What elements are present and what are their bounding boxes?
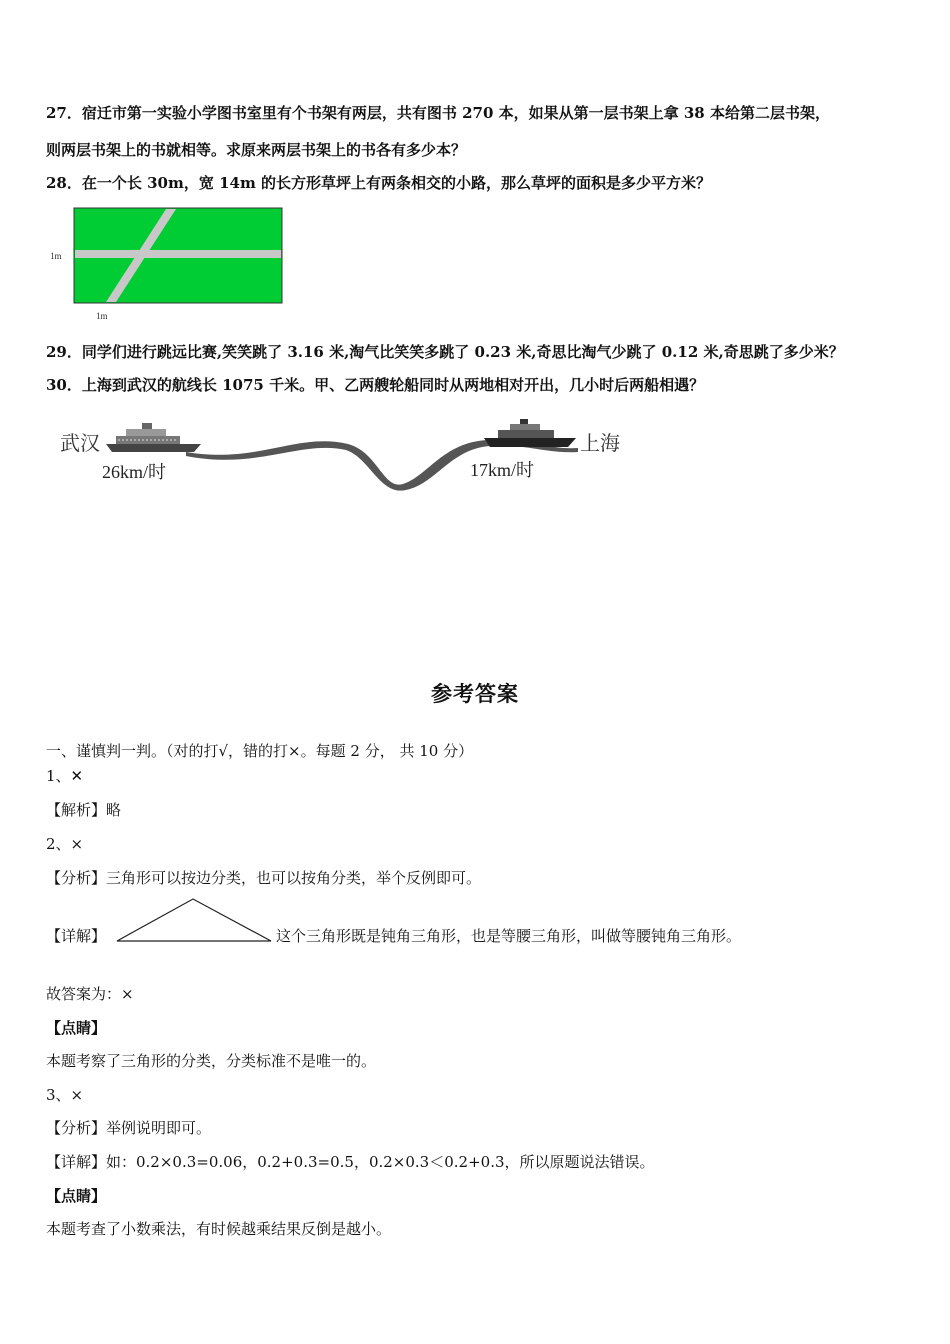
lawn-diagram	[46, 205, 296, 329]
horizontal-path	[75, 250, 281, 258]
question-27-line1: 27．宿迁市第一实验小学图书室里有个书架有两层，共有图书 270 本，如果从第一层书架上拿 38 本给第二层书架，	[46, 104, 830, 122]
answers-section-1-heading: 一、谨慎判一判。（对的打√，错的打×。每题 2 分， 共 10 分）	[46, 742, 474, 760]
answer-3-analysis: 【分析】举例说明即可。	[46, 1119, 212, 1137]
answer-2-detail-label: 【详解】	[46, 927, 107, 945]
answer-1-analysis: 【解析】略	[46, 801, 122, 819]
question-28: 28．在一个长 30m，宽 14m 的长方形草坪上有两条相交的小路，那么草坪的面积是多少平方米？	[46, 174, 712, 192]
answer-2-comment-label: 【点睛】	[46, 1019, 107, 1037]
obtuse-triangle-svg	[115, 897, 277, 945]
question-27-line2: 则两层书架上的书就相等。求原来两层书架上的书各有多少本？	[46, 141, 467, 159]
answer-2-analysis: 【分析】三角形可以按边分类，也可以按角分类，举个反例即可。	[46, 869, 482, 887]
answer-3-comment: 本题考查了小数乘法，有时候越乘结果反倒是越小。	[46, 1220, 392, 1238]
question-30: 30．上海到武汉的航线长 1075 千米。甲、乙两艘轮船同时从两地相对开出，几小时后两船相遇？	[46, 376, 705, 394]
answer-3-comment-label: 【点睛】	[46, 1187, 107, 1205]
ship-route-svg	[58, 412, 638, 497]
answer-3-detail: 【详解】如：0.2×0.3=0.06，0.2+0.3=0.5，0.2×0.3＜0.2+0.3，所以原题说法错误。	[46, 1153, 655, 1171]
question-29: 29．同学们进行跳远比赛,笑笑跳了 3.16 米,淘气比笑笑多跳了 0.23 米,奇思比淘气少跳了 0.12 米,奇思跳了多少米？	[46, 343, 844, 361]
ship-right-icon	[484, 419, 576, 447]
lawn-diagram-svg	[46, 205, 296, 325]
obtuse-triangle-diagram	[115, 897, 277, 949]
answer-2-comment: 本题考察了三角形的分类，分类标准不是唯一的。	[46, 1052, 377, 1070]
right-speed-label: 17km/时	[470, 460, 535, 480]
wuhan-label: 武汉	[60, 433, 100, 455]
answers-title: 参考答案	[431, 682, 519, 706]
answer-1-number: 1、✕	[46, 767, 84, 785]
answer-2-number: 2、×	[46, 835, 84, 853]
path-width-label-bottom: 1m	[96, 311, 108, 321]
shanghai-label: 上海	[580, 433, 620, 455]
left-speed-label: 26km/时	[102, 462, 167, 482]
obtuse-triangle-shape	[117, 899, 271, 941]
ship-left-icon	[106, 423, 201, 452]
answer-2-detail-text: 这个三角形既是钝角三角形，也是等腰三角形，叫做等腰钝角三角形。	[276, 927, 742, 945]
ship-route-diagram	[58, 412, 638, 501]
answer-2-conclusion: 故答案为：×	[46, 985, 134, 1003]
answer-3-number: 3、×	[46, 1086, 84, 1104]
path-width-label-left: 1m	[50, 251, 62, 261]
